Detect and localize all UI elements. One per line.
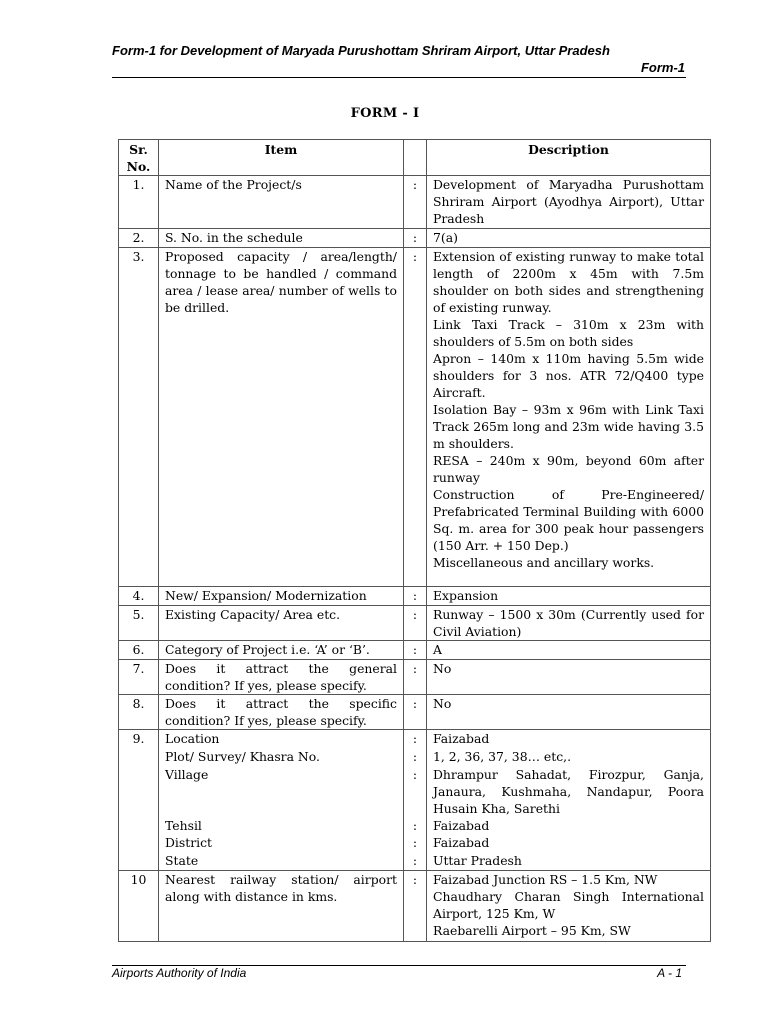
row-item: Does it attract the specific condition? If yes, please specify.: [159, 695, 404, 730]
header-divider: [112, 77, 686, 78]
header-title: Form-1 for Development of Maryada Purushottam Shriram Airport, Uttar Pradesh: [112, 43, 610, 58]
row-item: Village: [159, 766, 404, 817]
table-row: [119, 660, 711, 695]
row-description: [427, 695, 711, 730]
row-item: Does it attract the general condition? If yes, please specify.: [159, 660, 404, 695]
row-sr-number: 10: [119, 871, 159, 942]
row-colon: :: [404, 817, 427, 834]
form-table: [118, 139, 711, 942]
description-line: Isolation Bay – 93m x 96m with Link Taxi Track 265m long and 23m wide having 3.5 m shoulders.: [433, 402, 704, 451]
row-description: [427, 852, 711, 871]
description-line: Raebarelli Airport – 95 Km, SW: [433, 923, 631, 938]
row-sr-number: 3.: [119, 248, 159, 587]
row-sr-number: 1.: [119, 176, 159, 229]
row-sr-number: 4.: [119, 587, 159, 606]
description-line: Chaudhary Charan Singh International Airport, 125 Km, W: [433, 889, 704, 921]
row-description: [427, 834, 711, 852]
table-body: [119, 176, 711, 942]
table-row: [119, 176, 711, 229]
description-line: Extension of existing runway to make total length of 2200m x 45m with 7.5m shoulder on both sides and strengthening of existing runway.: [433, 249, 704, 315]
description-line: 7(a): [433, 230, 458, 245]
row-sr-number: [119, 852, 159, 871]
row-colon: :: [404, 660, 427, 695]
description-line: Faizabad: [433, 835, 490, 850]
description-line: Dhrampur Sahadat, Firozpur, Ganja, Janaura, Kushmaha, Nandapur, Poora Husain Kha, Sarethi: [433, 767, 704, 816]
row-sr-number: [119, 834, 159, 852]
footer-org: Airports Authority of India: [112, 966, 247, 980]
description-line: Faizabad: [433, 731, 490, 746]
row-sr-number: 6.: [119, 641, 159, 660]
row-sr-number: [119, 817, 159, 834]
description-line: Miscellaneous and ancillary works.: [433, 555, 655, 570]
row-item: Name of the Project/s: [159, 176, 404, 229]
row-item: Category of Project i.e. ‘A’ or ‘B’.: [159, 641, 404, 660]
header-description: Description: [427, 140, 711, 176]
row-item: Existing Capacity/ Area etc.: [159, 606, 404, 641]
header-colon: [404, 140, 427, 176]
row-colon: :: [404, 766, 427, 817]
row-colon: :: [404, 587, 427, 606]
row-colon: :: [404, 871, 427, 942]
description-line: No: [433, 661, 452, 676]
row-colon: :: [404, 834, 427, 852]
row-description: [427, 817, 711, 834]
header-item: Item: [159, 140, 404, 176]
description-line: Runway – 1500 x 30m (Currently used for Civil Aviation): [433, 607, 704, 639]
row-description: [427, 606, 711, 641]
description-line: A: [433, 642, 442, 657]
row-description: [427, 871, 711, 942]
row-item: S. No. in the schedule: [159, 229, 404, 248]
form-title: FORM - I: [350, 106, 420, 121]
row-colon: :: [404, 641, 427, 660]
table-row: [119, 229, 711, 248]
description-line: Faizabad: [433, 818, 490, 833]
table-row: [119, 852, 711, 871]
row-item: District: [159, 834, 404, 852]
row-item: Nearest railway station/ airport along with distance in kms.: [159, 871, 404, 942]
description-line: Uttar Pradesh: [433, 853, 522, 868]
row-colon: :: [404, 730, 427, 749]
table-row: [119, 817, 711, 834]
description-line: Development of Maryadha Purushottam Shriram Airport (Ayodhya Airport), Uttar Pradesh: [433, 177, 704, 226]
row-item: Location: [159, 730, 404, 749]
row-description: [427, 229, 711, 248]
row-colon: :: [404, 852, 427, 871]
row-description: [427, 176, 711, 229]
row-description: [427, 248, 711, 587]
row-item: Proposed capacity / area/length/ tonnage to be handled / command area / lease area/ number of wells to be drilled.: [159, 248, 404, 587]
table-header-row: [119, 140, 711, 176]
row-colon: :: [404, 248, 427, 587]
row-item: Tehsil: [159, 817, 404, 834]
row-colon: :: [404, 176, 427, 229]
description-line: RESA – 240m x 90m, beyond 60m after runway: [433, 453, 704, 485]
table-row: [119, 871, 711, 942]
row-description: [427, 641, 711, 660]
description-line: Expansion: [433, 588, 499, 603]
table-row: [119, 248, 711, 587]
row-description: [427, 766, 711, 817]
row-sr-number: [119, 748, 159, 766]
table-row: [119, 730, 711, 749]
table-row: [119, 606, 711, 641]
row-sr-number: 2.: [119, 229, 159, 248]
row-colon: :: [404, 606, 427, 641]
table-row: [119, 587, 711, 606]
row-description: [427, 660, 711, 695]
row-sr-number: [119, 766, 159, 817]
row-description: [427, 730, 711, 749]
description-line: Construction of Pre-Engineered/ Prefabricated Terminal Building with 6000 Sq. m. area for 300 peak hour passengers (150 Arr. + 150 Dep.): [433, 487, 704, 553]
row-sr-number: 9.: [119, 730, 159, 749]
table-row: [119, 641, 711, 660]
row-item: State: [159, 852, 404, 871]
description-line: Faizabad Junction RS – 1.5 Km, NW: [433, 872, 658, 887]
description-line: Link Taxi Track – 310m x 23m with shoulders of 5.5m on both sides: [433, 317, 704, 349]
row-sr-number: 8.: [119, 695, 159, 730]
description-line: No: [433, 696, 452, 711]
row-item: New/ Expansion/ Modernization: [159, 587, 404, 606]
row-description: [427, 587, 711, 606]
header-form-label: Form-1: [640, 60, 685, 75]
row-colon: :: [404, 229, 427, 248]
footer-page: A - 1: [657, 966, 682, 980]
table-row: [119, 766, 711, 817]
row-colon: :: [404, 748, 427, 766]
table-row: [119, 748, 711, 766]
row-description: [427, 748, 711, 766]
description-line: 1, 2, 36, 37, 38… etc,.: [433, 749, 572, 764]
table-row: [119, 695, 711, 730]
row-sr-number: 5.: [119, 606, 159, 641]
header-sr: Sr. No.: [119, 140, 159, 176]
description-line: Apron – 140m x 110m having 5.5m wide shoulders for 3 nos. ATR 72/Q400 type Aircraft.: [433, 351, 704, 400]
row-item: Plot/ Survey/ Khasra No.: [159, 748, 404, 766]
table-row: [119, 834, 711, 852]
row-colon: :: [404, 695, 427, 730]
row-sr-number: 7.: [119, 660, 159, 695]
